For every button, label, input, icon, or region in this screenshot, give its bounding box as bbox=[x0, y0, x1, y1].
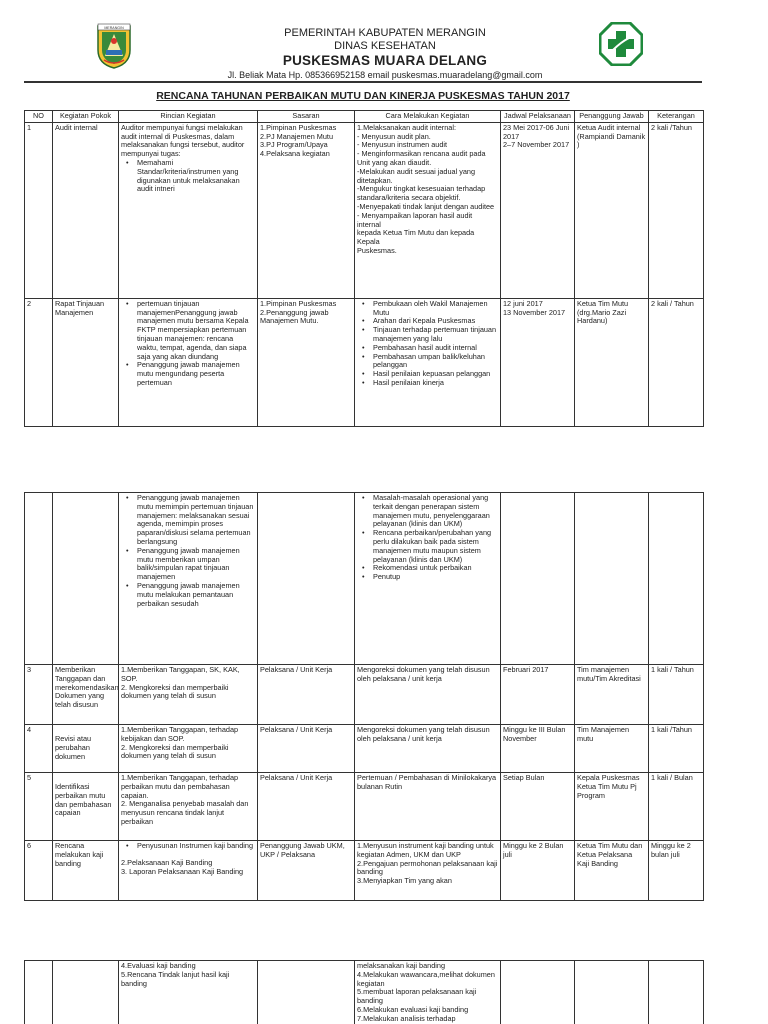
kegiatan-cell bbox=[53, 773, 119, 841]
rincian-cell bbox=[119, 773, 258, 841]
rincian-bullet: • Memahami Standar/kriteria/instrumen yang digunakan untuk melaksanakan audit intneri bbox=[121, 159, 255, 194]
jadwal-line: 2–7 November 2017 bbox=[503, 140, 570, 150]
penanggung-jawab-cell: Kepala Puskesmas Ketua Tim Mutu Pj Program bbox=[575, 773, 649, 841]
penanggung-jawab-cell: Ketua Tim Mutu dan Ketua Pelaksana Kaji Banding bbox=[575, 841, 649, 901]
table-row bbox=[25, 122, 704, 298]
sasaran-line: 2.PJ Manajemen Mutu bbox=[260, 131, 334, 141]
rincian-line: 5.Rencana Tindak lanjut hasil kaji banding bbox=[121, 969, 230, 988]
row-number: 1 bbox=[25, 122, 53, 298]
rincian-line: 4.Evaluasi kaji banding bbox=[121, 961, 196, 970]
cara-line: 6.Melakukan evaluasi kaji banding bbox=[357, 1004, 469, 1014]
cara-bullet: • Masalah-masalah operasional yang terkait dengan penerapan sistem manajemen mutu, penyelenggaraan pelayanan (klinis dan UKM) bbox=[357, 494, 498, 529]
penanggung-jawab-cell: Tim Manajemen mutu bbox=[575, 725, 649, 773]
cara-cell bbox=[355, 493, 501, 665]
cara-bullet: • Hasil penilaian kinerja bbox=[357, 379, 498, 388]
cara-line: 3.Menyiapkan Tim yang akan bbox=[357, 876, 452, 886]
rincian-line: 2.Pelaksanaan Kaji Banding bbox=[121, 857, 213, 867]
sasaran-cell bbox=[258, 122, 355, 298]
kegiatan-cell: Rapat Tinjauan Manajemen bbox=[53, 298, 119, 426]
rincian-bullet: • Penanggung jawab manajemen mutu melakukan pemantauan perbaikan sesudah bbox=[121, 582, 255, 608]
table-row bbox=[25, 961, 704, 1024]
sasaran-line: 1.Pimpinan Puskesmas bbox=[260, 298, 337, 308]
row-number: 4 bbox=[25, 725, 53, 773]
header-kegiatan: Kegiatan Pokok bbox=[53, 111, 119, 123]
table-row bbox=[25, 725, 704, 773]
letterhead-department: DINAS KESEHATAN bbox=[334, 40, 436, 52]
rincian-text: Auditor mempunyai fungsi melakukan audit internal di Puskesmas, dalam melaksanakan fungsi tersebut, auditor mempunyai tugas: bbox=[121, 122, 245, 159]
kegiatan-cell: Audit internal bbox=[53, 122, 119, 298]
sasaran-cell bbox=[258, 298, 355, 426]
sasaran-line: 1.Pimpinan Puskesmas bbox=[260, 122, 337, 132]
cara-bullet: • Tinjauan terhadap pertemuan tinjauan manajemen yang lalu bbox=[357, 326, 498, 344]
cara-line: - Menginformasikan rencana audit pada Unit yang akan diaudit. bbox=[357, 149, 486, 167]
cara-line: 1.Menyusun instrument kaji banding untuk kegiatan Admen, UKM dan UKP bbox=[357, 841, 494, 859]
header-no: NO bbox=[25, 111, 53, 123]
header-penanggung-jawab: Penanggung Jawab bbox=[575, 111, 649, 123]
letterhead bbox=[0, 0, 768, 90]
rincian-cell bbox=[119, 298, 258, 426]
cara-bullet: • Penutup bbox=[357, 573, 498, 582]
cara-bullet: • Pembahasan umpan balik/keluhan pelanggan bbox=[357, 353, 498, 371]
cara-bullet: • Pembukaan oleh Wakil Manajemen Mutu bbox=[357, 300, 498, 318]
table-row bbox=[25, 298, 704, 426]
row-number: 5 bbox=[25, 773, 53, 841]
document-title: RENCANA TAHUNAN PERBAIKAN MUTU DAN KINERJA PUSKESMAS TAHUN 2017 bbox=[156, 90, 570, 102]
jadwal-cell: Minggu ke III Bulan November bbox=[501, 725, 575, 773]
cara-line: 5.membuat laporan pelaksanaan kaji banding bbox=[357, 987, 477, 1006]
cara-cell: Pertemuan / Pembahasan di Minilokakarya bulanan Rutin bbox=[355, 773, 501, 841]
cara-bullet: • Rencana perbaikan/perubahan yang perlu dilakukan baik pada sistem manajemen mutu maupun sistem pelayanan (klinis dan UKM) bbox=[357, 529, 498, 564]
jadwal-cell bbox=[501, 122, 575, 298]
penanggung-jawab-cell: Ketua Tim Mutu (drg.Mario Zazi Hardanu) bbox=[575, 298, 649, 426]
penanggung-jawab-cell: Tim manajemen mutu/Tim Akreditasi bbox=[575, 665, 649, 725]
jadwal-cell: Februari 2017 bbox=[501, 665, 575, 725]
jadwal-cell: Minggu ke 2 Bulan juli bbox=[501, 841, 575, 901]
header-sasaran: Sasaran bbox=[258, 111, 355, 123]
cara-bullet: • Hasil penilaian kepuasan pelanggan bbox=[357, 370, 498, 379]
rincian-bullet: • Penanggung jawab manajemen mutu mengundang peserta pertemuan bbox=[121, 361, 255, 387]
keterangan-cell: 1 kali / Bulan bbox=[649, 773, 704, 841]
rincian-line: 2. Mengkoreksi dan memperbaiki dokumen yang telah di susun bbox=[121, 682, 229, 701]
sasaran-cell: Pelaksana / Unit Kerja bbox=[258, 725, 355, 773]
jadwal-cell: Setiap Bulan bbox=[501, 773, 575, 841]
cara-cell bbox=[355, 961, 501, 1024]
rincian-line: 1.Memberikan Tanggapan, terhadap perbaikan mutu dan pembahasan capaian. bbox=[121, 773, 239, 800]
letterhead-institution: PUSKESMAS MUARA DELANG bbox=[282, 53, 488, 68]
letterhead-government: PEMERINTAH KABUPATEN MERANGIN bbox=[284, 27, 486, 39]
header-rincian: Rincian Kegiatan bbox=[119, 111, 258, 123]
cara-line: 1.Melaksanakan audit internal: bbox=[357, 122, 456, 132]
cara-line: -Menyepakati tindak lanjut dengan auditee bbox=[357, 201, 495, 211]
jadwal-cell bbox=[501, 298, 575, 426]
sasaran-cell: Penanggung Jawab UKM, UKP / Pelaksana bbox=[258, 841, 355, 901]
cara-line: - Menyusun instrumen audit bbox=[357, 140, 448, 150]
letterhead-text bbox=[160, 27, 610, 81]
cara-line: 7.Melakukan analisis terhadap bbox=[357, 1013, 456, 1023]
kegiatan-text: Identifikasi perbaikan mutu dan pembahasan capaian bbox=[55, 782, 112, 818]
crest-label: MERANGIN bbox=[104, 26, 124, 30]
table-row bbox=[25, 773, 704, 841]
plan-table-page3 bbox=[24, 960, 704, 1024]
cara-line: - Menyampaikan laporan hasil audit internal bbox=[357, 210, 473, 229]
rincian-line: 3. Laporan Pelaksanaan Kaji Banding bbox=[121, 866, 244, 876]
letterhead-address: Jl. Beliak Mata Hp. 085366952158 email puskesmas.muaradelang@gmail.com bbox=[227, 70, 543, 80]
sasaran-line: 4.Pelaksana kegiatan bbox=[260, 149, 330, 159]
sasaran-cell: Pelaksana / Unit Kerja bbox=[258, 665, 355, 725]
table-header-row bbox=[25, 111, 704, 123]
plan-table-page1 bbox=[24, 110, 704, 427]
plan-table-page2 bbox=[24, 492, 704, 901]
keterangan-cell: Minggu ke 2 bulan juli bbox=[649, 841, 704, 901]
jadwal-line: 12 juni 2017 bbox=[503, 298, 543, 308]
rincian-cell bbox=[119, 665, 258, 725]
rincian-line: 1.Memberikan Tanggapan, SK, KAK, SOP. bbox=[121, 665, 240, 683]
cara-cell: Mengoreksi dokumen yang telah disusun oleh pelaksana / unit kerja bbox=[355, 725, 501, 773]
rincian-line: 2. Menganalisa penyebab masalah dan menyusun rencana tindak lanjut perbaikan bbox=[121, 799, 249, 826]
rincian-cell bbox=[119, 725, 258, 773]
row-number: 2 bbox=[25, 298, 53, 426]
cara-line: 2.Pengajuan permohonan pelaksanaan kaji banding bbox=[357, 858, 498, 877]
regency-crest-icon bbox=[94, 20, 134, 70]
cara-line: -Mengukur tingkat kesesuaian terhadap standara/kriteria secara objektif. bbox=[357, 184, 486, 203]
letterhead-divider bbox=[24, 81, 702, 83]
cara-bullet: • Pembahasan hasil audit internal bbox=[357, 344, 498, 353]
penanggung-jawab-cell: Ketua Audit internal (Rampiandi Damanik ) bbox=[575, 122, 649, 298]
cara-bullet: • Rekomendasi untuk perbaikan bbox=[357, 564, 498, 573]
cara-line: kepada Ketua Tim Mutu dan kepada Kepala bbox=[357, 228, 475, 247]
header-cara: Cara Melakukan Kegiatan bbox=[355, 111, 501, 123]
cara-line: -Melakukan audit sesuai jadual yang ditetapkan. bbox=[357, 166, 476, 185]
green-cross-icon bbox=[599, 22, 643, 66]
cara-line: Puskesmas. bbox=[357, 245, 397, 255]
jadwal-line: 23 Mei 2017-06 Juni 2017 bbox=[503, 122, 570, 141]
cara-cell bbox=[355, 122, 501, 298]
rincian-line: 2. Mengkoreksi dan memperbaiki dokumen yang telah di susun bbox=[121, 742, 229, 761]
cara-line: 4.Melakukan wawancara,melihat dokumen kegiatan bbox=[357, 969, 495, 988]
jadwal-line: 13 November 2017 bbox=[503, 307, 566, 317]
sasaran-line: 2.Penanggung jawab Manajemen Mutu. bbox=[260, 307, 329, 326]
table-row bbox=[25, 665, 704, 725]
keterangan-cell: 1 kali /Tahun bbox=[649, 725, 704, 773]
sasaran-cell: Pelaksana / Unit Kerja bbox=[258, 773, 355, 841]
table-row bbox=[25, 493, 704, 665]
cara-bullet: • Arahan dari Kepala Puskesmas bbox=[357, 317, 498, 326]
cara-cell bbox=[355, 298, 501, 426]
row-number: 3 bbox=[25, 665, 53, 725]
kegiatan-text: Revisi atau perubahan dokumen bbox=[55, 734, 92, 761]
cara-line: melaksanakan kaji banding bbox=[357, 961, 446, 970]
sasaran-line: 3.PJ Program/Upaya bbox=[260, 140, 328, 150]
rincian-bullet: • Penanggung jawab manajemen mutu memimpin pertemuan tinjauan manajemen: melaksanakan sesuai agenda, memimpin proses paparan/diskusi selama pertemuan berlangsung bbox=[121, 494, 255, 547]
rincian-numbered-item: • Penyusunan Instrumen kaji banding bbox=[121, 842, 255, 851]
rincian-cell bbox=[119, 961, 258, 1024]
kegiatan-cell: Rencana melakukan kaji banding bbox=[53, 841, 119, 901]
keterangan-cell: 1 kali / Tahun bbox=[649, 665, 704, 725]
rincian-line: 1.Memberikan Tanggapan, terhadap kebijakan dan SOP. bbox=[121, 725, 239, 743]
row-number: 6 bbox=[25, 841, 53, 901]
rincian-bullet: • Penanggung jawab manajemen mutu memberikan umpan balik/simpulan rapat tinjauan manajemen bbox=[121, 547, 255, 582]
cara-cell bbox=[355, 841, 501, 901]
keterangan-cell: 2 kali / Tahun bbox=[649, 298, 704, 426]
keterangan-cell: 2 kali /Tahun bbox=[649, 122, 704, 298]
kegiatan-cell bbox=[53, 725, 119, 773]
kegiatan-cell: Memberikan Tanggapan dan merekomendasikan Dokumen yang telah disusun bbox=[53, 665, 119, 725]
rincian-cell bbox=[119, 841, 258, 901]
table-row bbox=[25, 841, 704, 901]
rincian-cell bbox=[119, 122, 258, 298]
rincian-bullet: • pertemuan tinjauan manajemenPenanggung jawab manajemen mutu bersama Kepala FKTP mempersiapkan pertemuan tinjauan manajemen: rencana waktu, tempat, agenda, dan siapa saja yang akan diundang bbox=[121, 300, 255, 362]
cara-line: - Menyusun audit plan. bbox=[357, 131, 431, 141]
cara-cell: Mengoreksi dokumen yang telah disusun oleh pelaksana / unit kerja bbox=[355, 665, 501, 725]
header-keterangan: Keterangan bbox=[649, 111, 704, 123]
header-jadwal: Jadwal Pelaksanaan bbox=[501, 111, 575, 123]
rincian-cell bbox=[119, 493, 258, 665]
